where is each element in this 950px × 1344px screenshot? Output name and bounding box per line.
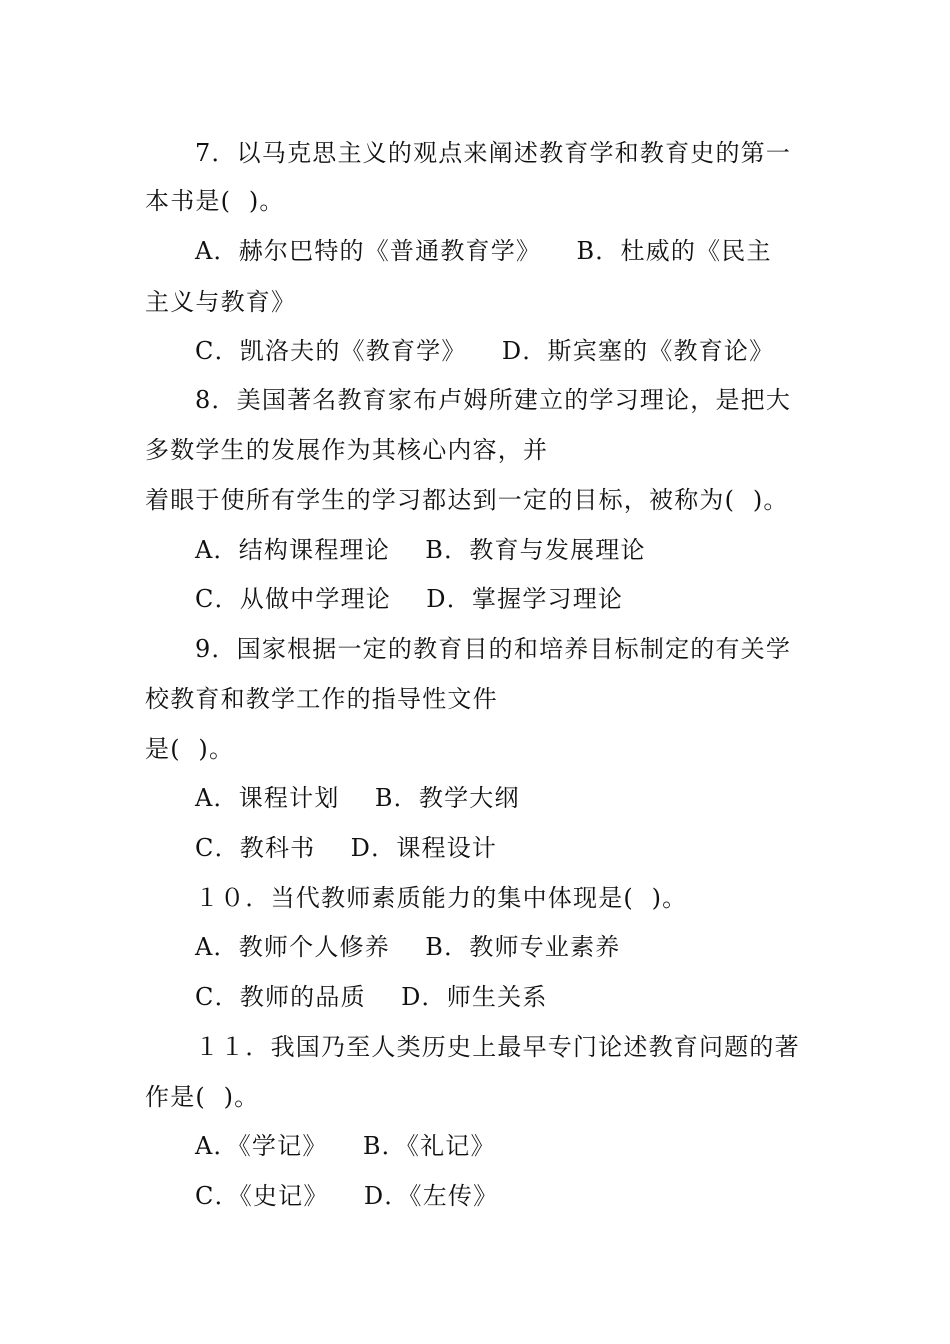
question-11-options-cd: C．《史记》 D．《左传》 xyxy=(195,1182,499,1210)
question-8-text-cont: 多数学生的发展作为其核心内容，并 xyxy=(145,436,549,464)
question-11-options-ab: A．《学记》 B．《礼记》 xyxy=(195,1132,496,1160)
question-8-options-cd: C．从做中学理论 D．掌握学习理论 xyxy=(195,585,624,613)
question-9-options-ab: A．课程计划 B．教学大纲 xyxy=(195,784,520,812)
question-10-text: １０．当代教师素质能力的集中体现是( )。 xyxy=(195,884,688,912)
question-11-text-cont: 作是( )。 xyxy=(145,1083,260,1111)
question-7-text-cont: 本书是( )。 xyxy=(145,187,285,215)
question-11-text: １１．我国乃至人类历史上最早专门论述教育问题的著 xyxy=(195,1033,800,1061)
question-7-options-ab: A．赫尔巴特的《普通教育学》 B．杜威的《民主 xyxy=(195,237,772,265)
question-9-text-cont: 校教育和教学工作的指导性文件 xyxy=(145,685,498,713)
question-9-text: 9．国家根据一定的教育目的和培养目标制定的有关学 xyxy=(195,635,792,663)
question-10-options-cd: C．教师的品质 D．师生关系 xyxy=(195,983,548,1011)
question-7-options-ab-cont: 主义与教育》 xyxy=(145,288,297,316)
question-8-text: 8．美国著名教育家布卢姆所建立的学习理论，是把大 xyxy=(195,386,792,414)
question-10-options-ab: A．教师个人修养 B．教师专业素养 xyxy=(195,933,621,961)
question-7-text: 7．以马克思主义的观点来阐述教育学和教育史的第一 xyxy=(195,139,792,167)
question-7-options-cd: C．凯洛夫的《教育学》 D．斯宾塞的《教育论》 xyxy=(195,337,775,365)
question-9-options-cd: C．教科书 D．课程设计 xyxy=(195,834,498,862)
question-8-text-cont-2: 着眼于使所有学生的学习都达到一定的目标，被称为( )。 xyxy=(145,486,789,514)
question-8-options-ab: A．结构课程理论 B．教育与发展理论 xyxy=(195,536,646,564)
question-9-text-cont-2: 是( )。 xyxy=(145,735,235,763)
